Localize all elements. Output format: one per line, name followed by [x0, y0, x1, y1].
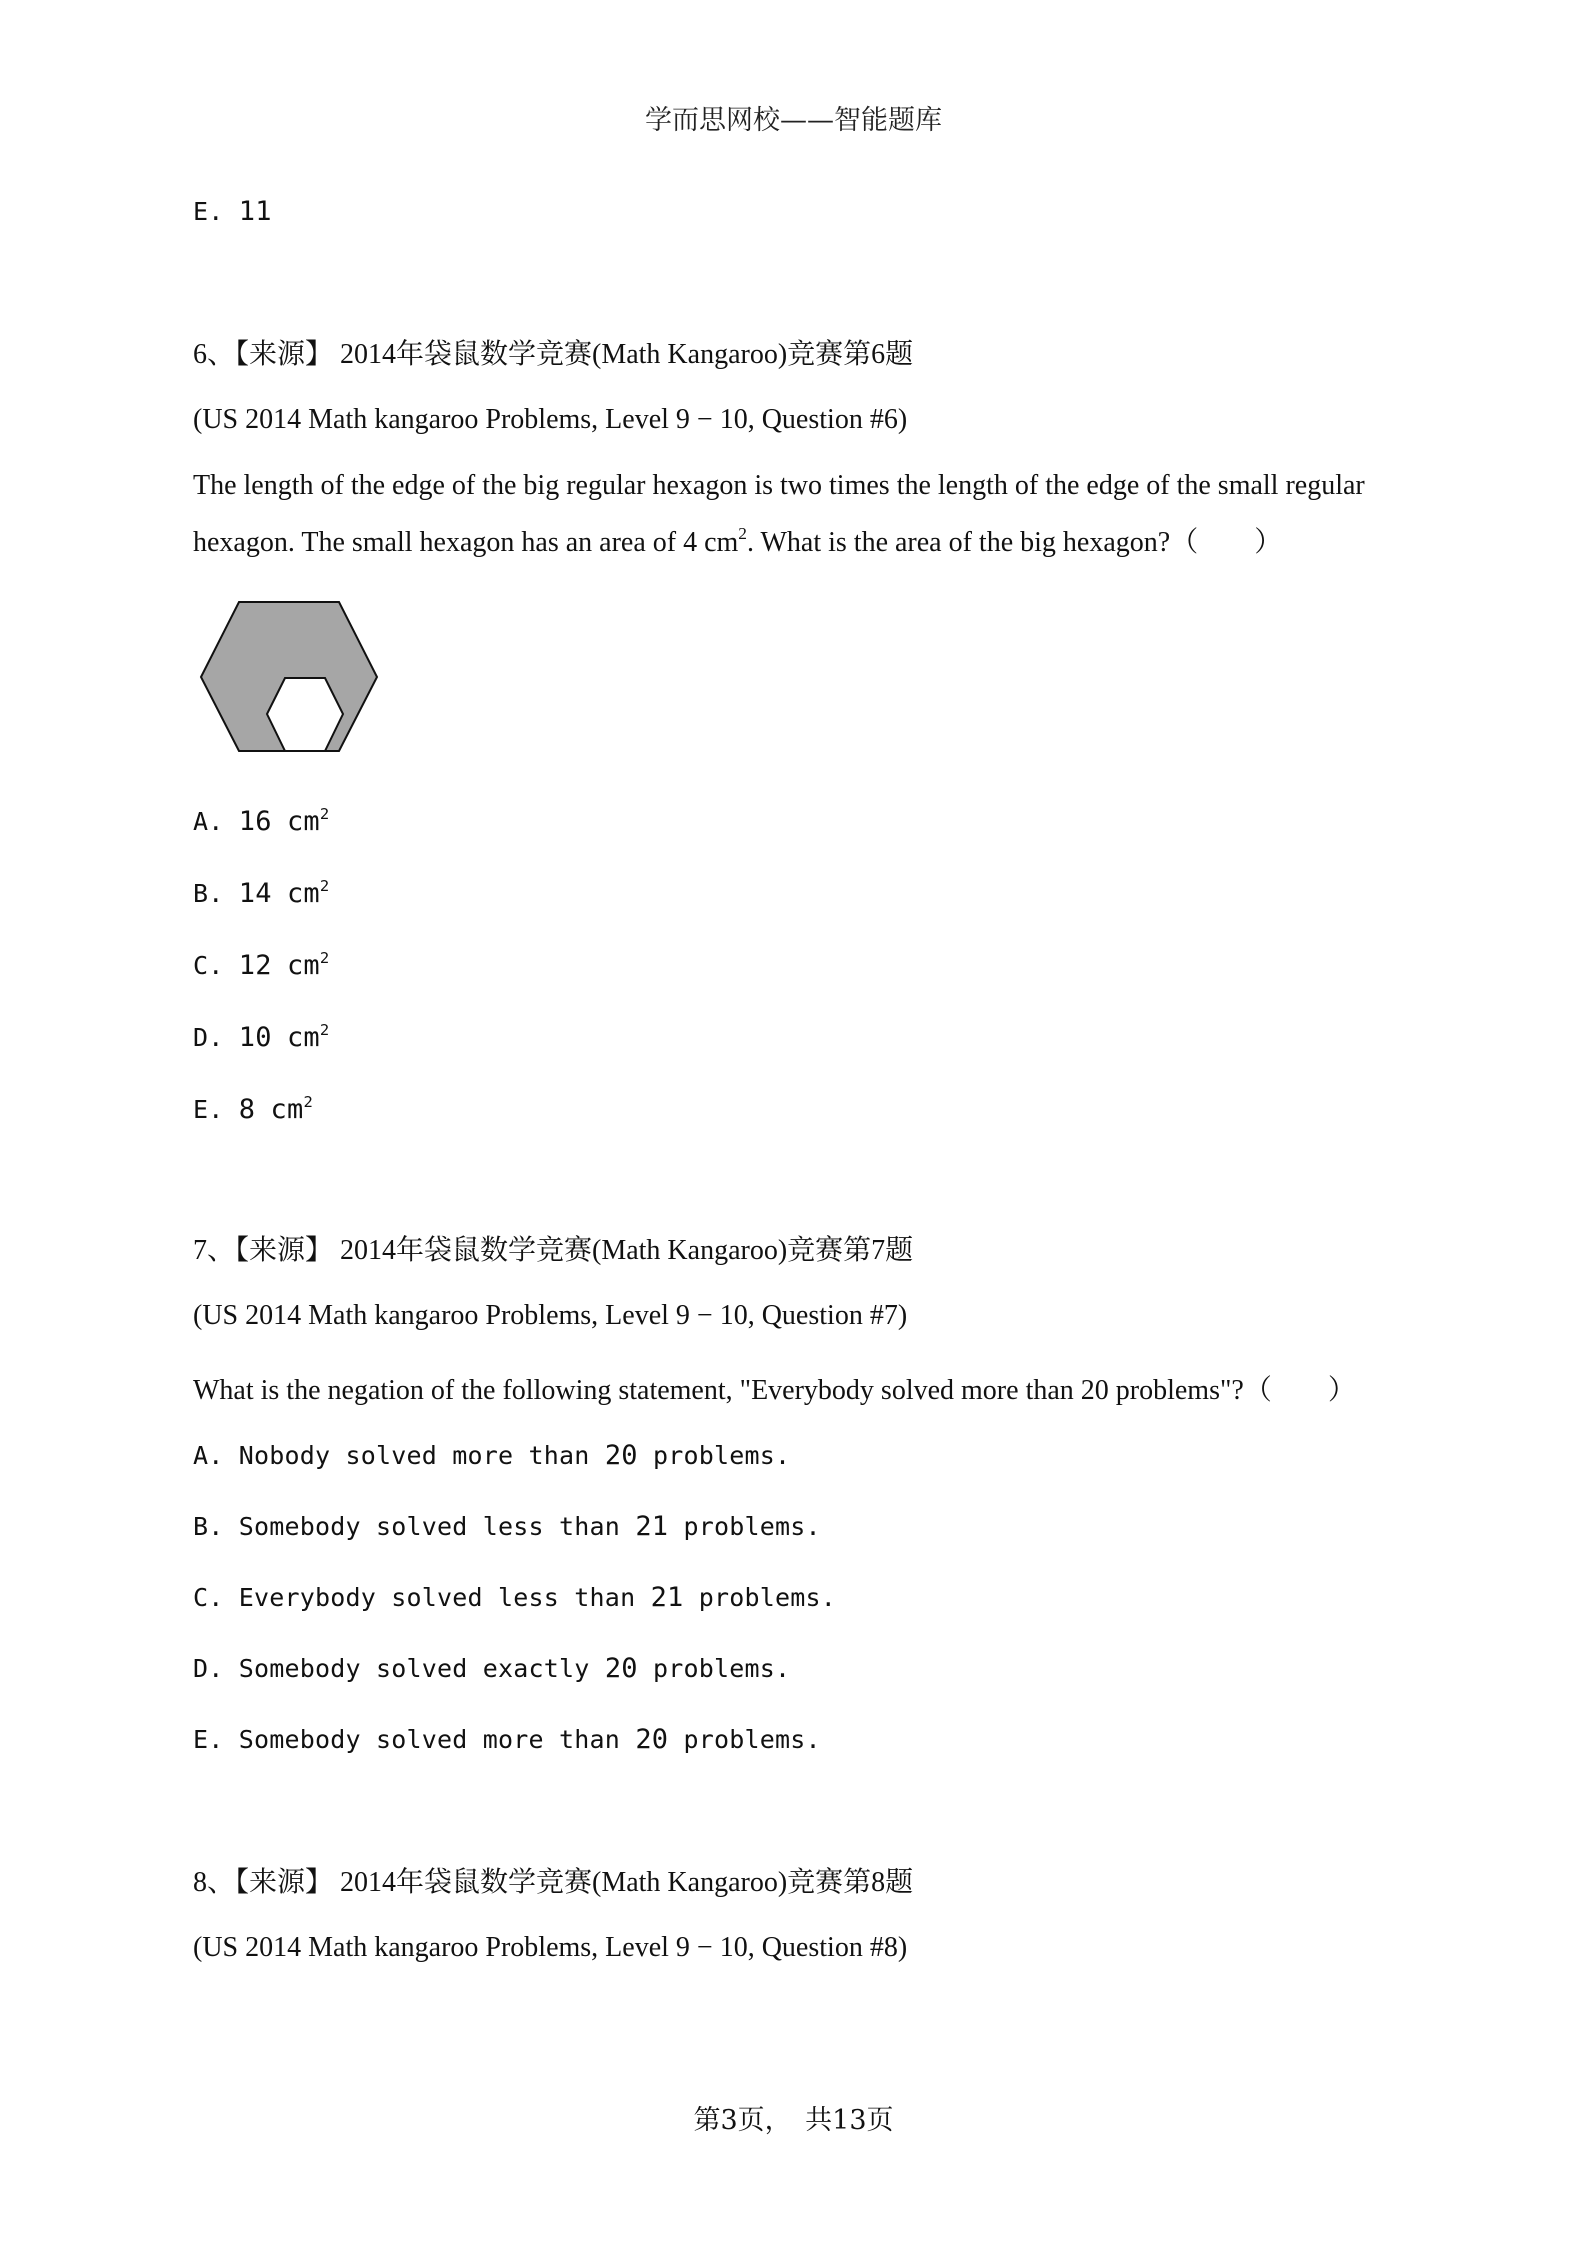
q6-option-a[interactable] — [193, 806, 329, 837]
option-superscript: 2 — [319, 949, 330, 968]
option-superscript: 2 — [303, 1093, 313, 1112]
option-value: 14 — [238, 878, 272, 909]
q7-text: What is the negation of the following statement, "Everybody solved more than 20 problems"?（ ） — [193, 1375, 1356, 1406]
option-letter: B. — [193, 879, 224, 908]
option-letter: D. — [193, 1654, 224, 1683]
option-letter: C. — [193, 951, 224, 980]
q6-option-b[interactable] — [193, 878, 329, 909]
q8-subtitle: (US 2014 Math kangaroo Problems, Level 9 − 10, Question #8) — [193, 1932, 908, 1963]
q6-option-d[interactable] — [193, 1022, 329, 1053]
option-unit: cm — [286, 878, 320, 909]
option-value: 11 — [238, 196, 272, 227]
option-text: Somebody solved exactly — [238, 1654, 590, 1683]
option-value: 10 — [238, 1022, 272, 1053]
option-unit: cm — [286, 806, 320, 837]
option-unit: cm — [286, 1022, 320, 1053]
option-text: Somebody solved less than — [238, 1512, 621, 1541]
option-number: 20 — [604, 1653, 638, 1684]
option-letter: E. — [193, 197, 224, 226]
option-letter: A. — [193, 1441, 224, 1470]
option-number: 20 — [635, 1724, 669, 1755]
option-letter: D. — [193, 1023, 224, 1052]
q7-title: 7、【来源】 2014年袋鼠数学竞赛(Math Kangaroo)竞赛第7题 — [193, 1235, 914, 1266]
option-letter: C. — [193, 1583, 224, 1612]
q7-option-b[interactable] — [193, 1511, 821, 1542]
hexagon-figure — [199, 598, 383, 756]
option-number: 21 — [650, 1582, 684, 1613]
q7-option-d[interactable] — [193, 1653, 790, 1684]
option-text-end: problems. — [653, 1654, 791, 1683]
q7-option-a[interactable] — [193, 1440, 790, 1471]
q6-text-part2: . What is the area of the big hexagon?（ ） — [746, 527, 1283, 558]
option-letter: A. — [193, 807, 224, 836]
option-text-end: problems. — [653, 1441, 791, 1470]
option-text: Somebody solved more than — [238, 1725, 621, 1754]
prev-option-e — [193, 196, 272, 227]
option-text-end: problems. — [698, 1583, 837, 1612]
option-value: 8 — [238, 1094, 256, 1125]
page-header: 学而思网校——智能题库 — [645, 105, 942, 136]
page-footer: 第3页， 共13页 — [693, 2105, 894, 2136]
option-value: 16 — [238, 806, 272, 837]
q7-option-c[interactable] — [193, 1582, 836, 1613]
option-unit: cm — [286, 950, 320, 981]
option-text: Nobody solved more than — [238, 1441, 590, 1470]
option-superscript: 2 — [319, 805, 330, 824]
q6-text-part1: hexagon. The small hexagon has an area of 4 cm — [193, 527, 739, 558]
q6-option-c[interactable] — [193, 950, 329, 981]
q6-text-line2 — [193, 520, 1282, 560]
option-superscript: 2 — [319, 1021, 330, 1040]
q8-title: 8、【来源】 2014年袋鼠数学竞赛(Math Kangaroo)竞赛第8题 — [193, 1867, 914, 1898]
q7-subtitle: (US 2014 Math kangaroo Problems, Level 9 − 10, Question #7) — [193, 1300, 908, 1331]
option-text: Everybody solved less than — [238, 1583, 636, 1612]
q7-option-e[interactable] — [193, 1724, 821, 1755]
q6-title: 6、【来源】 2014年袋鼠数学竞赛(Math Kangaroo)竞赛第6题 — [193, 339, 914, 370]
option-text-end: problems. — [683, 1725, 821, 1754]
q6-text-superscript: 2 — [738, 523, 747, 543]
q6-subtitle: (US 2014 Math kangaroo Problems, Level 9 − 10, Question #6) — [193, 404, 908, 435]
option-value: 12 — [238, 950, 272, 981]
option-unit: cm — [270, 1094, 304, 1125]
option-letter: E. — [193, 1725, 224, 1754]
option-number: 21 — [635, 1511, 669, 1542]
option-letter: E. — [193, 1095, 224, 1124]
q6-option-e[interactable] — [193, 1094, 313, 1125]
option-letter: B. — [193, 1512, 224, 1541]
q6-text-line1: The length of the edge of the big regular hexagon is two times the length of the edge of the small regular — [193, 470, 1365, 501]
option-text-end: problems. — [683, 1512, 821, 1541]
option-number: 20 — [604, 1440, 638, 1471]
option-superscript: 2 — [319, 877, 330, 896]
